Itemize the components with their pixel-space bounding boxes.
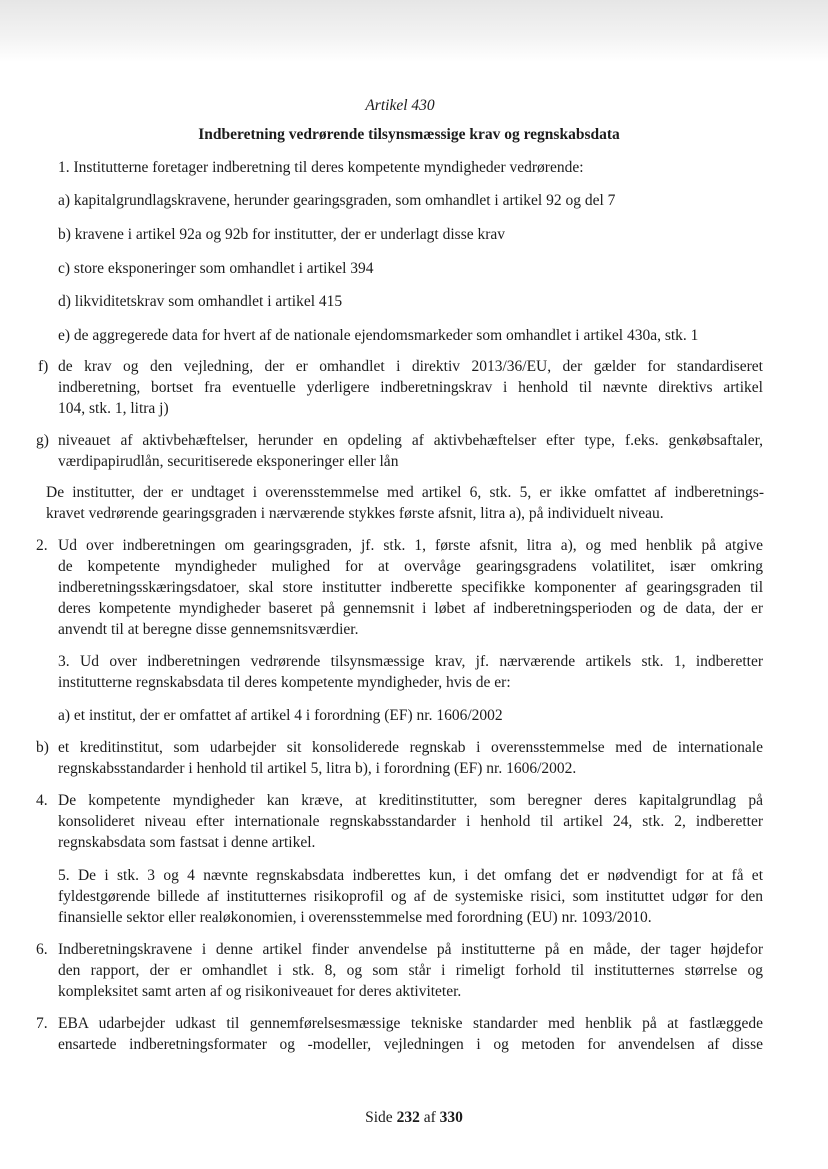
page-number-footer [0,1107,828,1128]
paragraph-1-intro: 1. Institutterne foretager indberetning til deres kompetente myndigheder vedrørende: [58,159,584,176]
paragraph-5-line: finansielle sektor eller realøkonomien, i overensstemmelse med forordning (EU) nr. 1093/2010. [58,909,652,926]
paragraph-2-line: anvendt til at beregne disse gennemsnitsværdier. [58,621,359,638]
paragraph-3-item-b-line: regnskabsstandarder i henhold til artikel 5, litra b), i forordning (EF) nr. 1606/2002. [58,760,577,777]
footer-prefix: Side [365,1109,393,1126]
list-item-f-line: indberetning, bortset fra eventuelle yderligere indberetningskrav i henhold til nævnte direktivs artikel [58,379,763,396]
list-item-f-label: f) [38,358,49,375]
paragraph-3-line: institutterne regnskabsdata til deres kompetente myndigheder, hvis de er: [58,674,511,691]
list-item-label: d) [58,293,71,310]
list-item-text: de aggregerede data for hvert af de nationale ejendomsmarkeder som omhandlet i artikel 430a, stk. 1 [73,327,699,344]
paragraph-3-item-a: a) et institut, der er omfattet af artikel 4 i forordning (EF) nr. 1606/2002 [58,707,503,724]
list-item-b [58,224,505,245]
list-item-g-label: g) [36,432,49,449]
paragraph-4-line: konsolideret niveau efter internationale regnskabsstandarder i henhold til artikel 24, stk. 2, indberetter [58,813,763,830]
paragraph-7-line: EBA udarbejder udkast til gennemførelsesmæssige tekniske standarder med henblik på at fastlæggede [58,1015,763,1032]
article-number: Artikel 430 [365,97,435,114]
list-item-d [58,291,342,312]
paragraph-7-label: 7. [36,1015,48,1032]
paragraph-2-label: 2. [36,537,48,554]
exemption-note-line: De institutter, der er undtaget i overensstemmelse med artikel 6, stk. 5, er ikke omfattet af indberetnings- [46,484,764,501]
exemption-note-line: kravet vedrørende gearingsgraden i nærværende stykkes første afsnit, litra a), på individuelt niveau. [46,505,664,522]
paragraph-4-label: 4. [36,792,48,809]
list-item-g-line: niveauet af aktivbehæftelser, herunder en opdeling af aktivbehæftelser efter type, f.eks. genkøbsaftaler, [58,432,763,449]
list-item-g-line: værdipapirudlån, securitiserede eksponeringer eller lån [58,453,399,470]
paragraph-2-line: deres kompetente myndigheder baseret på gennemsnit i løbet af indberetningsperioden og de data, der er [58,600,763,617]
list-item-text: kravene i artikel 92a og 92b for institutter, der er underlagt disse krav [74,226,506,243]
footer-middle: af [423,1109,436,1126]
paragraph-6-line: den rapport, der er omhandlet i stk. 8, og som står i rimeligt forhold til institutternes størrelse og [58,962,763,979]
list-item-c [58,258,374,279]
list-item-label: b) [58,226,71,243]
paragraph-2-line: indberetningsskæringsdatoer, skal store institutter indberette specifikke komponenter af gearingsgraden til [58,579,763,596]
paragraph-5-line: fyldestgørende billede af institutternes risikoprofil og af de systemiske risici, som instituttet udgør for den [58,888,763,905]
list-item-e [58,325,698,346]
list-item-f-line: de krav og den vejledning, der er omhandlet i direktiv 2013/36/EU, der gælder for standardiseret [58,358,763,375]
paragraph-3-line: 3. Ud over indberetningen vedrørende tilsynsmæssige krav, jf. nærværende artikels stk. 1, indberetter [58,653,763,670]
list-item-text: likviditetskrav som omhandlet i artikel 415 [74,293,343,310]
paragraph-6-label: 6. [36,941,48,958]
paragraph-6-line: Indberetningskravene i denne artikel finder anvendelse på institutterne på en måde, der tager højdefor [58,941,763,958]
article-heading: Indberetning vedrørende tilsynsmæssige krav og regnskabsdata [198,126,620,143]
paragraph-3-item-b-label: b) [36,739,49,756]
current-page-number: 232 [396,1109,420,1126]
list-item-a [58,190,615,211]
list-item-label: a) [58,192,71,209]
paragraph-4-line: regnskabsdata som fastsat i denne artikel. [58,834,316,851]
paragraph-6-line: kompleksitet samt arten af og risikoniveauet for deres aktiviteter. [58,983,462,1000]
paragraph-2-line: de kompetente myndigheder mulighed for at overvåge gearingsgradens volatilitet, især omkring [58,558,763,575]
paragraph-7-line: ensartede indberetningsformater og -modeller, vejledningen i og metoden for anvendelsen af disse [58,1036,763,1053]
list-item-label: e) [58,327,71,344]
list-item-text: kapitalgrundlagskravene, herunder gearingsgraden, som omhandlet i artikel 92 og del 7 [73,192,616,209]
list-item-label: c) [58,260,71,277]
paragraph-5-line: 5. De i stk. 3 og 4 nævnte regnskabsdata indberettes kun, i det omfang det er nødvendigt for at få et [58,867,763,884]
list-item-text: store eksponeringer som omhandlet i artikel 394 [73,260,374,277]
paragraph-3-item-b-line: et kreditinstitut, som udarbejder sit konsoliderede regnskab i overensstemmelse med de internationale [58,739,763,756]
paragraph-2-line: Ud over indberetningen om gearingsgraden, jf. stk. 1, første afsnit, litra a), og med henblik på atgive [58,537,763,554]
total-page-count: 330 [439,1109,463,1126]
paragraph-4-line: De kompetente myndigheder kan kræve, at kreditinstitutter, som beregner deres kapitalgrundlag på [58,792,763,809]
list-item-f-line: 104, stk. 1, litra j) [58,400,169,417]
